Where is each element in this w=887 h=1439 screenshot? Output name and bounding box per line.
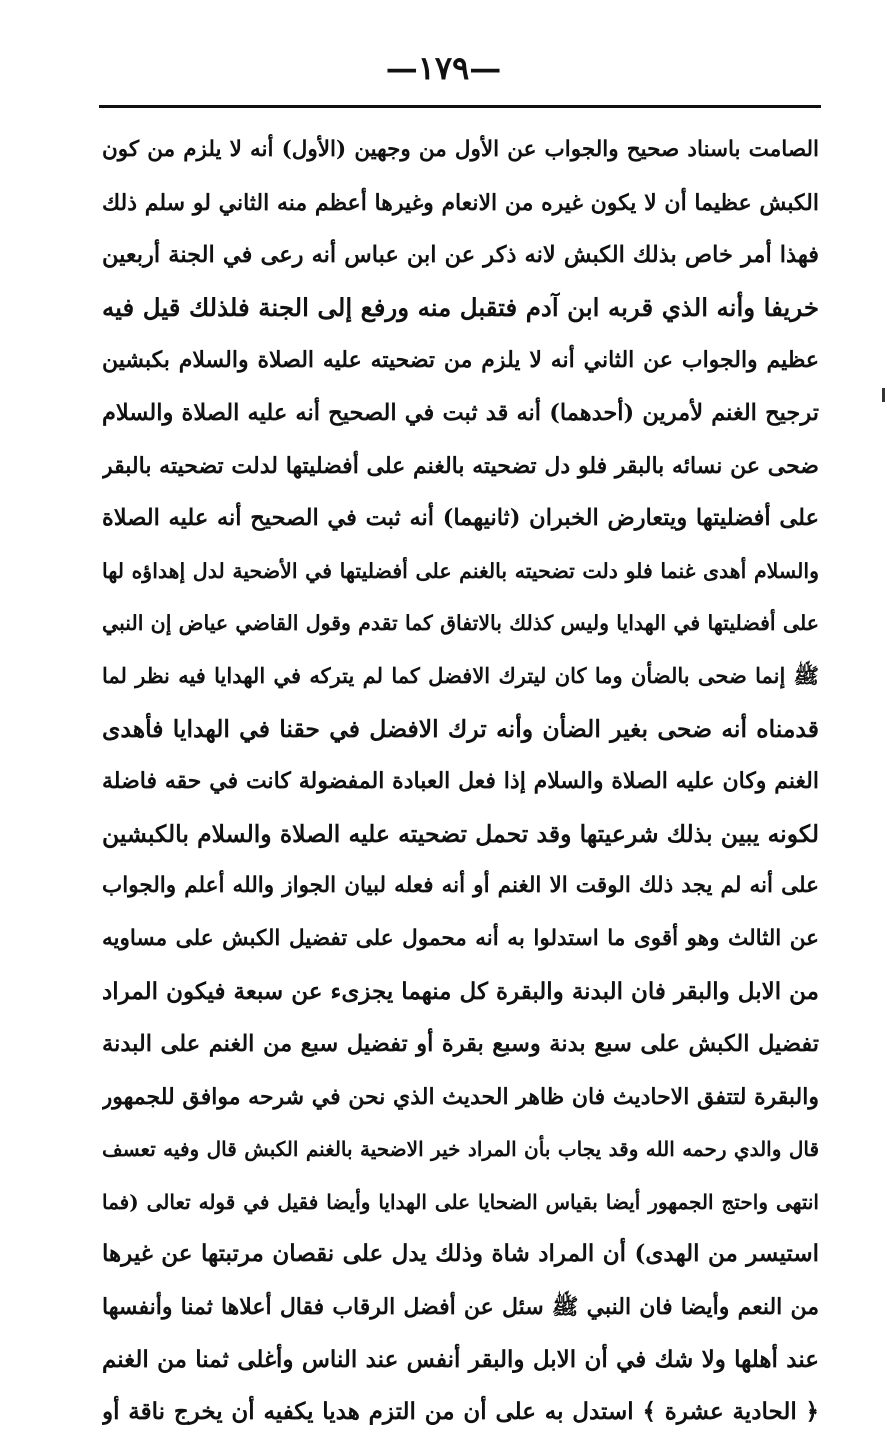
text-line: من الابل والبقر فان البدنة والبقرة كل منهما يجزىء عن سبعة فيكون المراد xyxy=(102,977,819,1005)
text-line: ترجيح الغنم لأمرين (أحدهما) أنه قد ثبت في الصحيح أنه عليه الصلاة والسلام xyxy=(102,399,819,426)
text-line: قدمناه أنه ضحى بغير الضأن وأنه ترك الافضل في حقنا في الهدايا فأهدى xyxy=(102,714,819,743)
text-line: عظيم والجواب عن الثاني أنه لا يلزم من تضحيته عليه الصلاة والسلام بكبشين xyxy=(102,347,819,374)
text-line: من النعم وأيضا فان النبي ﷺ سئل عن أفضل الرقاب فقال أعلاها ثمنا وأنفسها xyxy=(102,1294,819,1321)
text-line: والبقرة لتتفق الاحاديث فان ظاهر الحديث الذي نحن في شرحه موافق للجمهور xyxy=(102,1083,819,1110)
text-line: عن الثالث وهو أقوى ما استدلوا به أنه محمول على تفضيل الكبش على مساويه xyxy=(102,925,819,951)
text-line: الكبش عظيما أن لا يكون غيره من الانعام وغيرها أعظم منه الثاني لو سلم ذلك xyxy=(102,189,819,216)
text-line: انتهى واحتج الجمهور أيضا بقياس الضحايا على الهدايا وأيضا فقيل في قوله تعالى (فما xyxy=(102,1189,819,1214)
text-line: استيسر من الهدى) أن المراد شاة وذلك يدل على نقصان مرتبتها عن غيرها xyxy=(102,1240,819,1268)
text-line: والسلام أهدى غنما فلو دلت تضحيته بالغنم على أفضليتها في الأضحية لدل إهداؤه لها xyxy=(102,558,819,583)
text-line: الغنم وكان عليه الصلاة والسلام إذا فعل العبادة المفضولة كانت في حقه فاضلة xyxy=(102,768,819,795)
text-line: لكونه يبين بذلك شرعيتها وقد تحمل تضحيته عليه الصلاة والسلام بالكبشين xyxy=(102,819,819,848)
text-line: على أفضليتها ويتعارض الخبران (ثانيهما) أنه ثبت في الصحيح أنه عليه الصلاة xyxy=(102,505,819,532)
text-line: عند أهلها ولا شك في أن الابل والبقر أنفس عند الناس وأغلى ثمنا من الغنم xyxy=(102,1345,819,1373)
page-number: —١٧٩— xyxy=(385,49,502,87)
text-line: ﴿ الحادية عشرة ﴾ استدل به على أن من التزم هديا يكفيه أن يخرج ناقة أو xyxy=(102,1398,819,1426)
text-line: ﷺ إنما ضحى بالضأن وما كان ليترك الافضل كما لم يتركه في الهدايا فيه نظر لما xyxy=(102,662,819,688)
text-line: خريفا وأنه الذي قربه ابن آدم فتقبل منه ورفع إلى الجنة فلذلك قيل فيه xyxy=(102,292,819,322)
text-line: فهذا أمر خاص بذلك الكبش لانه ذكر عن ابن عباس أنه رعى في الجنة أربعين xyxy=(102,242,819,269)
text-line: على أفضليتها في الهدايا وليس كذلك بالاتفاق كما تقدم وقول القاضي عياض إن النبي xyxy=(102,611,819,636)
text-line: تفضيل الكبش على سبع بدنة وسبع بقرة أو تفضيل سبع من الغنم على البدنة xyxy=(102,1031,819,1058)
text-line: قال والدي رحمه الله وقد يجاب بأن المراد خير الاضحية بالغنم الكبش قال وفيه تعسف xyxy=(102,1137,819,1162)
body-text xyxy=(102,124,819,1439)
text-line: ضحى عن نسائه بالبقر فلو دل تضحيته بالغنم على أفضليتها لدلت تضحيته بالبقر xyxy=(102,452,819,479)
header-rule xyxy=(99,105,821,108)
margin-mark xyxy=(882,388,885,402)
text-line: الصامت باسناد صحيح والجواب عن الأول من وجهين (الأول) أنه لا يلزم من كون xyxy=(102,137,819,162)
text-line: على أنه لم يجد ذلك الوقت الا الغنم أو أنه فعله لبيان الجواز والله أعلم والجواب xyxy=(102,873,819,899)
